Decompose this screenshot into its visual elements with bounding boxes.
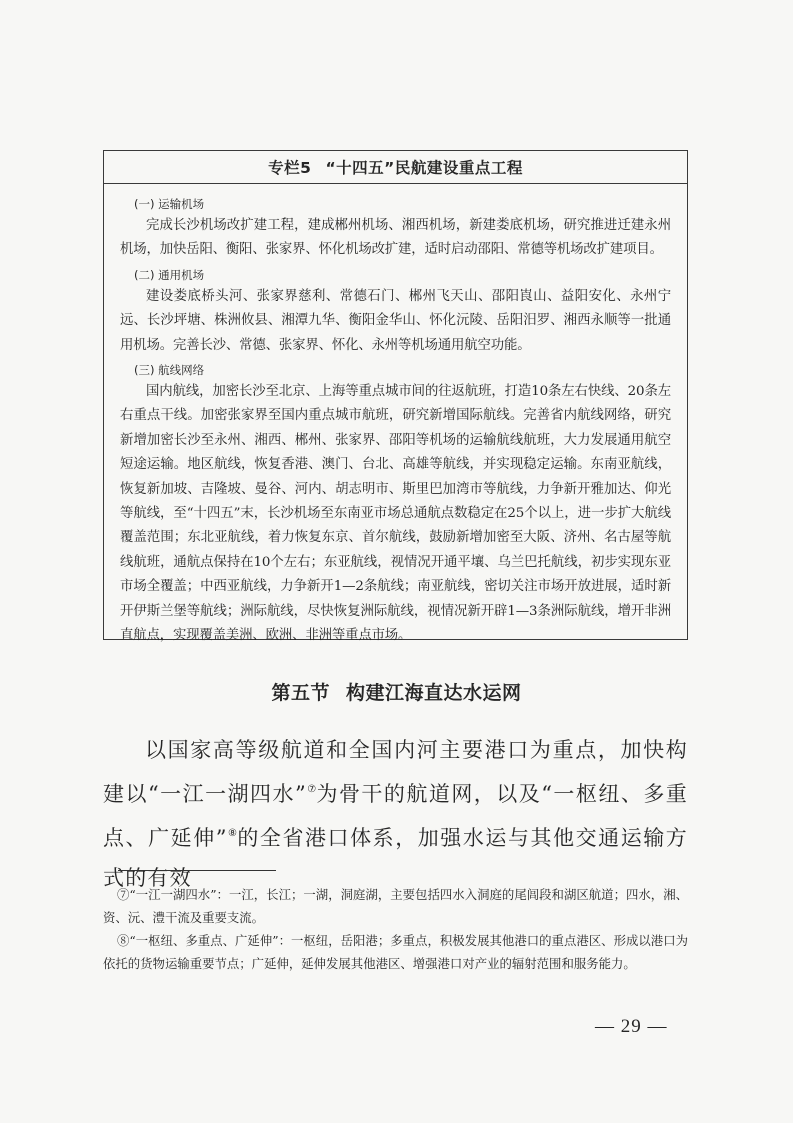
section-heading (0, 678, 793, 705)
box-body (104, 184, 687, 649)
body-text-1: 以国家高等级航道和全国内河主要港口为重点，加快构建以“一江一湖四水” (103, 738, 688, 806)
section-title: 构建江海直达水运网 (346, 682, 522, 704)
section-number: 第五节 (271, 682, 330, 704)
box-title-text: “十四五”民航建设重点工程 (325, 159, 523, 177)
footnote-ref-7[interactable]: ⑦ (306, 784, 317, 795)
subheading-transport-airports: (一) 运输机场 (134, 197, 205, 211)
footnote-separator (118, 870, 276, 871)
paragraph-route-network: 国内航线，加密长沙至北京、上海等重点城市间的往返航班，打造10条左右快线、20条左右重点干线。加密张家界至国内重点城市航班，研究新增国际航线。完善省内航线网络，研究新增加密长沙至永州、湘西、郴州、张家界、邵阳等机场的运输航线航班，大力发展通用航空短途运输。地区航线，恢复香港、澳门、台北、高雄等航线，并实现稳定运输。东南亚航线，恢复新加坡、吉隆坡、曼谷、河内、胡志明市、斯里巴加湾市等航线，力争新开雅加达、仰光等航线，至“十四五”末，长沙机场至东南亚市场总通航点数稳定在25个以上，进一步扩大航线覆盖范围；东北亚航线，着力恢复东京、首尔航线，鼓励新增加密至大阪、济州、名古屋等航线航班，通航点保持在10个左右；东亚航线，视情况开通平壤、乌兰巴托航线，初步实现东亚市场全覆盖；中西亚航线，力争新开1—2条航线；南亚航线，密切关注市场开放进展，适时新开伊斯兰堡等航线；洲际航线，尽快恢复洲际航线，视情况新开辟1—3条洲际航线，增开非洲直航点，实现覆盖美洲、欧洲、非洲等重点市场。 (120, 384, 671, 644)
box-title-number: 专栏5 (268, 159, 312, 177)
page-number: — 29 — (595, 1016, 668, 1037)
paragraph-transport-airports: 完成长沙机场改扩建工程，建成郴州机场、湘西机场，新建娄底机场，研究推进迁建永州机场，加快岳阳、衡阳、张家界、怀化机场改扩建，适时启动邵阳、常德等机场改扩建项目。 (120, 218, 671, 258)
subheading-route-network: (三) 航线网络 (134, 363, 205, 378)
subheading-general-airports: (二) 通用机场 (134, 267, 205, 282)
paragraph-general-airports: 建设娄底桥头河、张家界慈利、常德石门、郴州飞天山、邵阳崀山、益阳安化、永州宁远、长沙坪塘、株洲攸县、湘潭九华、衡阳金华山、怀化沅陵、岳阳汨罗、湘西永顺等一批通用机场。完善长沙、常德、张家界、怀化、永州等机场通用航空功能。 (120, 288, 671, 353)
body-text-2: 为骨干的航道网，以及“一枢纽、多重点、广延伸” (103, 782, 688, 850)
body-paragraph (103, 730, 688, 898)
project-box (103, 150, 688, 644)
body-text-3: 的全省港口体系，加强水运与其他交通运输方式的有效 (103, 826, 689, 890)
box-title (104, 151, 687, 184)
footnote-7: ⑦“一江一湖四水”：一江，长江；一湖，洞庭湖，主要包括四水入洞庭的尾闾段和湖区航道；四水，湘、资、沅、澧干流及重要支流。 (103, 887, 688, 925)
footnote-8: ⑧“一枢纽、多重点、广延伸”：一枢纽，岳阳港；多重点，积极发展其他港口的重点港区、形成以港口为依托的货物运输重要节点；广延伸，延伸发展其他港区、增强港口对产业的辐射范围和服务能力。 (103, 933, 688, 971)
footnote-ref-8[interactable]: ⑧ (227, 828, 238, 839)
